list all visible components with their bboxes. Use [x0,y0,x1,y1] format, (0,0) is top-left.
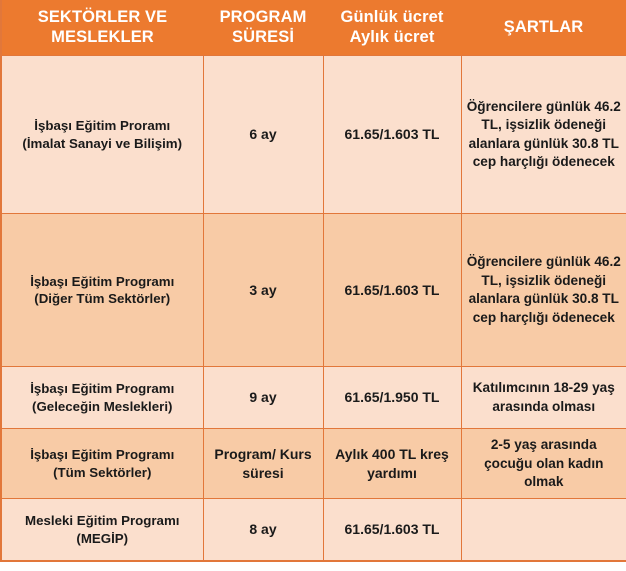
sector-line1: İşbaşı Eğitim Programı [30,447,175,463]
cell-duration: 3 ay [203,214,323,367]
column-header-duration [203,0,323,56]
table-body [1,56,626,561]
cell-terms [461,499,626,561]
cell-wage: 61.65/1.603 TL [323,214,461,367]
table-row [1,499,626,561]
cell-duration: 9 ay [203,367,323,429]
column-header-terms [461,0,626,56]
cell-duration: Program/ Kurs süresi [203,429,323,499]
cell-terms: Katılımcının 18-29 yaş arasında olması [461,367,626,429]
cell-duration: 6 ay [203,56,323,214]
cell-wage: 61.65/1.603 TL [323,56,461,214]
cell-terms: Öğrencilere günlük 46.2 TL, işsizlik ödeneği alanlara günlük 30.8 TL cep harçlığı ödenecek [461,56,626,214]
sector-line1: İşbaşı Eğitim Proramı [34,118,171,134]
sector-line2: (İmalat Sanayi ve Bilişim) [22,135,183,151]
table-row [1,367,626,429]
column-header-duration-line2: SÜRESİ [231,28,295,47]
cell-wage: 61.65/1.603 TL [323,499,461,561]
cell-duration: 8 ay [203,499,323,561]
column-header-wage-line1: Günlük ücret [340,8,444,26]
cell-sector [1,367,203,429]
table-header-row [1,0,626,56]
sector-line1: Mesleki Eğitim Programı [25,512,180,528]
table-row [1,429,626,499]
table-row [1,56,626,214]
column-header-sector [1,0,203,56]
cell-sector [1,56,203,214]
sector-line1: İşbaşı Eğitim Programı [30,273,175,289]
cell-terms: 2-5 yaş arasında çocuğu olan kadın olmak [461,429,626,499]
cell-wage: Aylık 400 TL kreş yardımı [323,429,461,499]
column-header-wage-line2: Aylık ücret [349,28,435,47]
column-header-wage [323,0,461,56]
table-row [1,214,626,367]
column-header-duration-line1: PROGRAM [219,8,307,26]
column-header-terms-line1: ŞARTLAR [503,18,584,37]
sector-line2: (Diğer Tüm Sektörler) [34,291,171,307]
cell-terms: Öğrencilere günlük 46.2 TL, işsizlik ödeneği alanlara günlük 30.8 TL cep harçlığı ödenecek [461,214,626,367]
sector-line2: (Tüm Sektörler) [53,464,152,480]
cell-sector [1,499,203,561]
sector-line1: İşbaşı Eğitim Programı [30,381,175,397]
sector-line2: (MEGİP) [76,530,129,546]
cell-sector [1,429,203,499]
column-header-sector-line1: SEKTÖRLER VE [37,8,168,26]
column-header-sector-line2: MESLEKLER [51,28,154,47]
cell-wage: 61.65/1.950 TL [323,367,461,429]
table-header [1,0,626,56]
sector-line2: (Geleceğin Meslekleri) [32,398,173,414]
cell-sector [1,214,203,367]
